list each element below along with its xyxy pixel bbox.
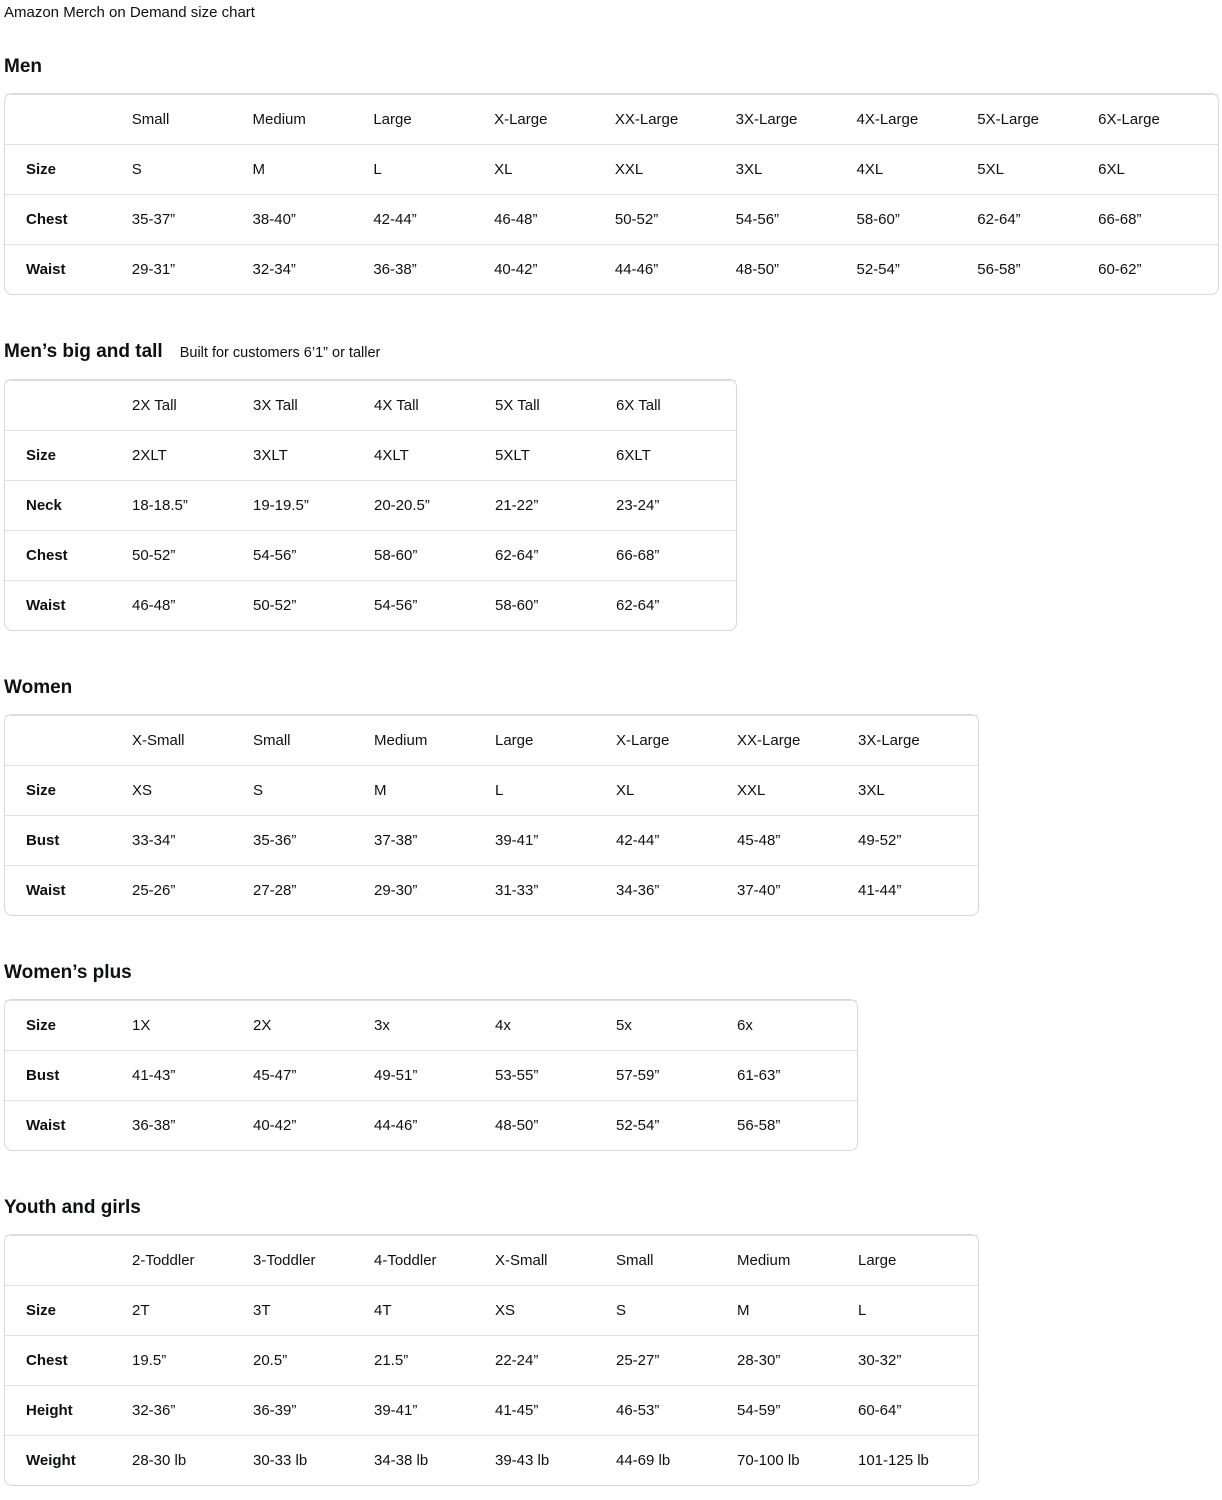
size-value-cell: M	[736, 1285, 857, 1335]
section-subtitle: Built for customers 6’1” or taller	[179, 345, 381, 361]
corner-cell	[5, 1235, 131, 1285]
row-label: Waist	[5, 580, 131, 630]
size-value-cell: 6XLT	[615, 430, 736, 480]
size-value-cell: S	[615, 1285, 736, 1335]
size-value-cell: 49-52”	[857, 815, 978, 865]
size-value-cell: 35-37”	[131, 194, 252, 244]
column-header: XX-Large	[614, 94, 735, 144]
column-header: 2-Toddler	[131, 1235, 252, 1285]
size-value-cell: S	[252, 765, 373, 815]
column-header: 5X-Large	[976, 94, 1097, 144]
size-value-cell: 40-42”	[493, 244, 614, 294]
row-label: Waist	[5, 244, 131, 294]
section-youth-and-girls	[4, 1195, 1219, 1486]
size-value-cell: 38-40”	[252, 194, 373, 244]
table-row	[5, 580, 736, 630]
size-value-cell: L	[372, 144, 493, 194]
size-value-cell: 101-125 lb	[857, 1435, 978, 1485]
mens-big-and-tall-size-table	[4, 379, 737, 631]
column-header: 6X Tall	[615, 380, 736, 430]
size-value-cell: 58-60”	[494, 580, 615, 630]
size-value-cell: 39-41”	[373, 1385, 494, 1435]
table-row	[5, 1335, 978, 1385]
column-header: 2X Tall	[131, 380, 252, 430]
size-value-cell: 40-42”	[252, 1100, 373, 1150]
size-value-cell: L	[857, 1285, 978, 1335]
table-row	[5, 194, 1218, 244]
size-value-cell: 50-52”	[252, 580, 373, 630]
column-header: X-Small	[131, 715, 252, 765]
size-value-cell: XXL	[614, 144, 735, 194]
size-value-cell: 60-64”	[857, 1385, 978, 1435]
size-value-cell: M	[252, 144, 373, 194]
row-label: Size	[5, 1285, 131, 1335]
size-value-cell: 20.5”	[252, 1335, 373, 1385]
size-value-cell: 3x	[373, 1000, 494, 1050]
row-label: Size	[5, 1000, 131, 1050]
column-header: 5X Tall	[494, 380, 615, 430]
size-value-cell: S	[131, 144, 252, 194]
size-value-cell: 50-52”	[131, 530, 252, 580]
column-header: 6X-Large	[1097, 94, 1218, 144]
size-value-cell: 5x	[615, 1000, 736, 1050]
size-value-cell: 30-32”	[857, 1335, 978, 1385]
size-value-cell: 4T	[373, 1285, 494, 1335]
size-value-cell: XS	[494, 1285, 615, 1335]
size-value-cell: 3XL	[735, 144, 856, 194]
size-value-cell: 54-59”	[736, 1385, 857, 1435]
size-value-cell: 2T	[131, 1285, 252, 1335]
size-value-cell: 41-45”	[494, 1385, 615, 1435]
section-heading-women	[4, 675, 1219, 701]
corner-cell	[5, 94, 131, 144]
size-value-cell: M	[373, 765, 494, 815]
table-row	[5, 765, 978, 815]
size-value-cell: 20-20.5”	[373, 480, 494, 530]
size-value-cell: 44-69 lb	[615, 1435, 736, 1485]
section-heading-mens-big-and-tall	[4, 339, 1219, 366]
row-label: Chest	[5, 1335, 131, 1385]
table-row	[5, 430, 736, 480]
section-heading-youth-and-girls	[4, 1195, 1219, 1221]
size-value-cell: 58-60”	[373, 530, 494, 580]
column-header: Medium	[373, 715, 494, 765]
column-header: Large	[494, 715, 615, 765]
row-label: Size	[5, 430, 131, 480]
size-value-cell: 56-58”	[976, 244, 1097, 294]
table-row	[5, 1385, 978, 1435]
size-value-cell: 52-54”	[855, 244, 976, 294]
row-label: Waist	[5, 865, 131, 915]
size-value-cell: XL	[615, 765, 736, 815]
size-value-cell: 46-53”	[615, 1385, 736, 1435]
section-heading-men	[4, 54, 1219, 80]
page-title: Amazon Merch on Demand size chart	[4, 4, 255, 21]
womens-plus-size-table	[4, 999, 858, 1151]
size-value-cell: 35-36”	[252, 815, 373, 865]
section-heading-womens-plus	[4, 960, 1219, 986]
table-row	[5, 865, 978, 915]
size-value-cell: 41-43”	[131, 1050, 252, 1100]
size-value-cell: XS	[131, 765, 252, 815]
size-value-cell: 48-50”	[494, 1100, 615, 1150]
women-size-table	[4, 714, 979, 916]
table-row	[5, 530, 736, 580]
row-label: Height	[5, 1385, 131, 1435]
row-label: Chest	[5, 194, 131, 244]
row-label: Bust	[5, 1050, 131, 1100]
size-value-cell: 60-62”	[1097, 244, 1218, 294]
corner-cell	[5, 715, 131, 765]
size-value-cell: 41-44”	[857, 865, 978, 915]
size-value-cell: 4XL	[855, 144, 976, 194]
column-header: X-Large	[493, 94, 614, 144]
size-value-cell: 50-52”	[614, 194, 735, 244]
row-label: Size	[5, 144, 131, 194]
column-header: X-Small	[494, 1235, 615, 1285]
table-row	[5, 244, 1218, 294]
men-size-table	[4, 93, 1219, 295]
table-row	[5, 1000, 857, 1050]
size-value-cell: L	[494, 765, 615, 815]
size-value-cell: 2X	[252, 1000, 373, 1050]
column-header: Large	[372, 94, 493, 144]
size-value-cell: 4XLT	[373, 430, 494, 480]
section-womens-plus	[4, 960, 1219, 1151]
table-row	[5, 1050, 857, 1100]
column-header: Medium	[736, 1235, 857, 1285]
size-value-cell: 42-44”	[372, 194, 493, 244]
size-value-cell: 3XL	[857, 765, 978, 815]
column-header: 3-Toddler	[252, 1235, 373, 1285]
table-row	[5, 144, 1218, 194]
section-heading-text: Women’s plus	[4, 962, 132, 983]
size-value-cell: 23-24”	[615, 480, 736, 530]
size-value-cell: 52-54”	[615, 1100, 736, 1150]
size-value-cell: 66-68”	[1097, 194, 1218, 244]
size-value-cell: 45-47”	[252, 1050, 373, 1100]
size-value-cell: 28-30”	[736, 1335, 857, 1385]
size-value-cell: 36-38”	[131, 1100, 252, 1150]
column-header: Small	[131, 94, 252, 144]
size-value-cell: 3XLT	[252, 430, 373, 480]
size-value-cell: 5XL	[976, 144, 1097, 194]
size-value-cell: 32-34”	[252, 244, 373, 294]
size-value-cell: 18-18.5”	[131, 480, 252, 530]
column-header: Small	[615, 1235, 736, 1285]
column-header: 3X Tall	[252, 380, 373, 430]
size-value-cell: 19-19.5”	[252, 480, 373, 530]
size-value-cell: 54-56”	[735, 194, 856, 244]
size-value-cell: 5XLT	[494, 430, 615, 480]
size-value-cell: 31-33”	[494, 865, 615, 915]
size-value-cell: 57-59”	[615, 1050, 736, 1100]
size-value-cell: 45-48”	[736, 815, 857, 865]
size-value-cell: 27-28”	[252, 865, 373, 915]
column-header: XX-Large	[736, 715, 857, 765]
section-heading-text: Men	[4, 56, 42, 77]
size-value-cell: 19.5”	[131, 1335, 252, 1385]
column-header-row	[5, 94, 1218, 144]
size-value-cell: 58-60”	[855, 194, 976, 244]
size-value-cell: 28-30 lb	[131, 1435, 252, 1485]
column-header-row	[5, 380, 736, 430]
size-value-cell: 37-40”	[736, 865, 857, 915]
size-value-cell: 62-64”	[615, 580, 736, 630]
size-value-cell: 3T	[252, 1285, 373, 1335]
row-label: Weight	[5, 1435, 131, 1485]
size-value-cell: 53-55”	[494, 1050, 615, 1100]
corner-cell	[5, 380, 131, 430]
column-header-row	[5, 1235, 978, 1285]
column-header: 3X-Large	[857, 715, 978, 765]
size-value-cell: 21-22”	[494, 480, 615, 530]
column-header: Medium	[252, 94, 373, 144]
size-value-cell: 70-100 lb	[736, 1435, 857, 1485]
column-header: X-Large	[615, 715, 736, 765]
table-row	[5, 815, 978, 865]
section-men	[4, 54, 1219, 295]
section-mens-big-and-tall	[4, 339, 1219, 631]
section-women	[4, 675, 1219, 916]
youth-and-girls-size-table	[4, 1234, 979, 1486]
size-value-cell: 42-44”	[615, 815, 736, 865]
table-row	[5, 1100, 857, 1150]
size-value-cell: 6XL	[1097, 144, 1218, 194]
size-value-cell: 54-56”	[252, 530, 373, 580]
size-value-cell: 32-36”	[131, 1385, 252, 1435]
size-value-cell: 62-64”	[494, 530, 615, 580]
row-label: Size	[5, 765, 131, 815]
size-value-cell: 46-48”	[131, 580, 252, 630]
size-value-cell: 48-50”	[735, 244, 856, 294]
size-value-cell: 61-63”	[736, 1050, 857, 1100]
row-label: Bust	[5, 815, 131, 865]
size-value-cell: 33-34”	[131, 815, 252, 865]
row-label: Neck	[5, 480, 131, 530]
size-value-cell: XL	[493, 144, 614, 194]
size-value-cell: 34-36”	[615, 865, 736, 915]
size-value-cell: 56-58”	[736, 1100, 857, 1150]
row-label: Chest	[5, 530, 131, 580]
table-row	[5, 480, 736, 530]
size-value-cell: 1X	[131, 1000, 252, 1050]
size-value-cell: 4x	[494, 1000, 615, 1050]
size-value-cell: 44-46”	[614, 244, 735, 294]
size-value-cell: 37-38”	[373, 815, 494, 865]
size-value-cell: 46-48”	[493, 194, 614, 244]
size-value-cell: 34-38 lb	[373, 1435, 494, 1485]
column-header: 3X-Large	[735, 94, 856, 144]
column-header: Small	[252, 715, 373, 765]
size-value-cell: 6x	[736, 1000, 857, 1050]
size-value-cell: 25-27”	[615, 1335, 736, 1385]
size-value-cell: 49-51”	[373, 1050, 494, 1100]
section-heading-text: Youth and girls	[4, 1197, 141, 1218]
size-value-cell: 39-43 lb	[494, 1435, 615, 1485]
size-value-cell: 25-26”	[131, 865, 252, 915]
section-heading-text: Men’s big and tall	[4, 341, 163, 362]
size-value-cell: 54-56”	[373, 580, 494, 630]
column-header: 4X Tall	[373, 380, 494, 430]
size-value-cell: 30-33 lb	[252, 1435, 373, 1485]
section-heading-text: Women	[4, 677, 73, 698]
size-value-cell: 36-39”	[252, 1385, 373, 1435]
size-value-cell: 29-30”	[373, 865, 494, 915]
size-value-cell: XXL	[736, 765, 857, 815]
size-value-cell: 21.5”	[373, 1335, 494, 1385]
column-header: 4-Toddler	[373, 1235, 494, 1285]
size-value-cell: 22-24”	[494, 1335, 615, 1385]
size-value-cell: 66-68”	[615, 530, 736, 580]
size-value-cell: 2XLT	[131, 430, 252, 480]
table-row	[5, 1435, 978, 1485]
size-value-cell: 36-38”	[372, 244, 493, 294]
table-row	[5, 1285, 978, 1335]
column-header-row	[5, 715, 978, 765]
size-value-cell: 62-64”	[976, 194, 1097, 244]
row-label: Waist	[5, 1100, 131, 1150]
size-value-cell: 29-31”	[131, 244, 252, 294]
size-value-cell: 44-46”	[373, 1100, 494, 1150]
column-header: Large	[857, 1235, 978, 1285]
size-value-cell: 39-41”	[494, 815, 615, 865]
column-header: 4X-Large	[855, 94, 976, 144]
